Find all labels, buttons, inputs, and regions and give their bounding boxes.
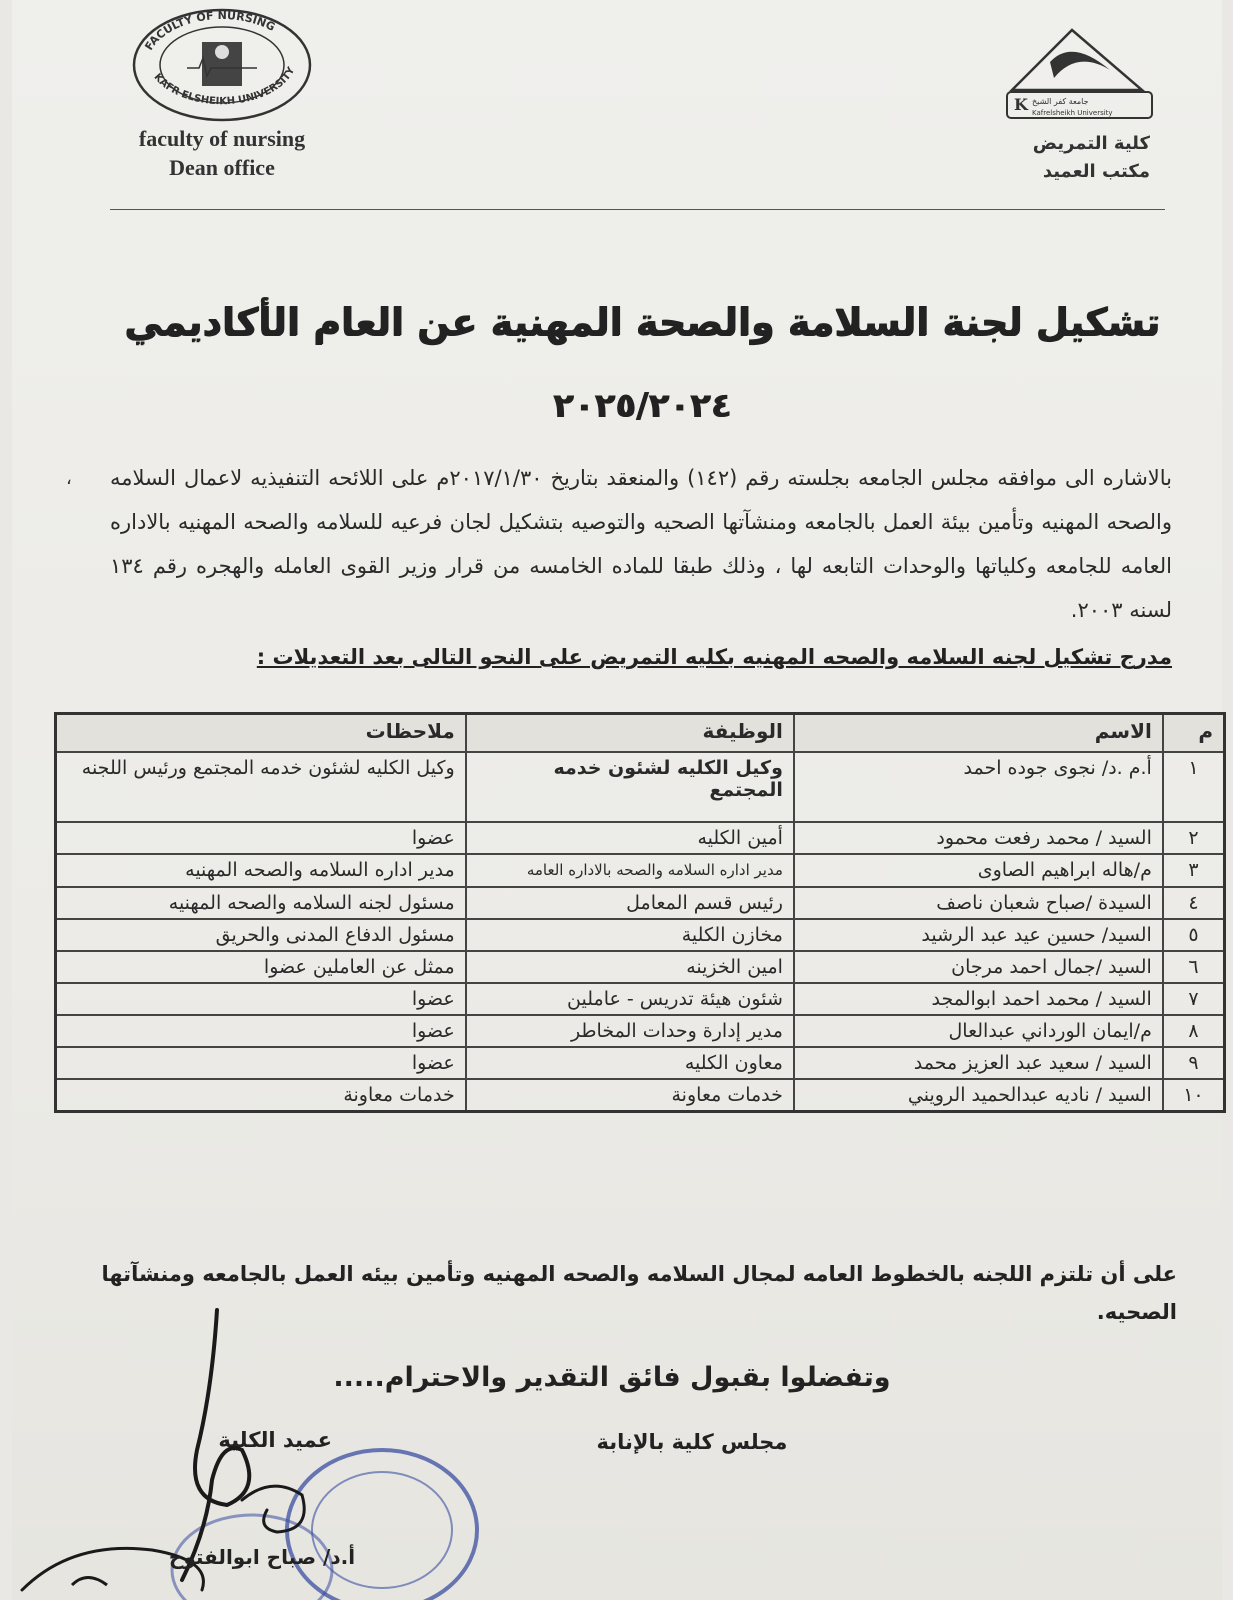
dean-office-en: Dean office (169, 155, 275, 180)
cell-num: ٢ (1163, 822, 1225, 854)
table-row (56, 1079, 1225, 1112)
cell-num: ٥ (1163, 919, 1225, 951)
cell-job: أمين الكليه (466, 822, 794, 854)
header-left (112, 6, 332, 182)
university-logo (992, 20, 1162, 130)
cell-name: السيد / محمد احمد ابوالمجد (794, 983, 1163, 1015)
intro-paragraph: بالاشاره الى موافقه مجلس الجامعه بجلسته رقم (١٤٢) والمنعقد بتاريخ ٢٠١٧/١/٣٠م على اللائحه التنفيذيه لاعمال السلامه والصحه المهنيه وتأمين بيئة العمل بالجامعه ومنشآتها الصحيه والتوصيه بتشكيل لجان فرعيه للسلامه والصحه المهنيه بالاداره العامه للجامعه وكلياتها والوحدات التابعه لها ، وذلك طبقا للماده الخامسه من قرار وزير القوى العامله والهجره رقم ١٣٤ لسنه ٢٠٠٣. (110, 466, 1173, 622)
svg-text:KAFR ELSHEIKH UNIVERSITY: KAFR ELSHEIKH UNIVERSITY (151, 65, 298, 108)
dean-name: أ.د/ صباح ابوالفتوح (168, 1545, 356, 1569)
cell-name: أ.م .د/ نجوى جوده احمد (794, 752, 1163, 822)
logo-arc-text: FACULTY OF NURSING (142, 8, 278, 53)
header-num: م (1163, 714, 1225, 753)
cell-num: ١ (1163, 752, 1225, 822)
cell-name: السيد / سعيد عبد العزيز محمد (794, 1047, 1163, 1079)
cell-notes: مسئول لجنه السلامه والصحه المهنيه (56, 887, 466, 919)
svg-text:Kafrelsheikh University: Kafrelsheikh University (1032, 109, 1113, 117)
cell-notes: وكيل الكليه لشئون خدمه المجتمع ورئيس اللجنه (56, 752, 466, 822)
table-row (56, 822, 1225, 854)
table-row (56, 919, 1225, 951)
academic-year: ٢٠٢٥/٢٠٢٤ (552, 386, 732, 426)
cell-job: شئون هيئة تدريس - عاملين (466, 983, 794, 1015)
cell-notes: عضوا (56, 822, 466, 854)
header-right (982, 20, 1162, 186)
dean-office-ar: مكتب العميد (1042, 161, 1150, 182)
cell-job: مدير اداره السلامه والصحه بالاداره العامه (466, 854, 794, 887)
committee-table (54, 712, 1226, 1113)
closing-paragraph: على أن تلتزم اللجنه بالخطوط العامه لمجال السلامه والصحه المهنيه وتأمين بيئه العمل بالجامعه ومنشآتها الصحيه. (101, 1262, 1177, 1324)
table-row (56, 983, 1225, 1015)
dean-title: عميد الكلية (218, 1428, 332, 1452)
cell-job: مدير إدارة وحدات المخاطر (466, 1015, 794, 1047)
table-row (56, 951, 1225, 983)
cell-job: مخازن الكلية (466, 919, 794, 951)
header-divider (110, 209, 1165, 210)
cell-notes: عضوا (56, 983, 466, 1015)
faculty-logo (127, 6, 317, 124)
table-header-row (56, 714, 1225, 753)
cell-num: ٩ (1163, 1047, 1225, 1079)
cell-job: امين الخزينه (466, 951, 794, 983)
table-row (56, 1047, 1225, 1079)
cell-notes: مدير اداره السلامه والصحه المهنيه (56, 854, 466, 887)
cell-num: ٧ (1163, 983, 1225, 1015)
regards-line: وتفضلوا بقبول فائق التقدير والاحترام..... (333, 1362, 891, 1393)
cell-notes: عضوا (56, 1047, 466, 1079)
cell-name: م/هاله ابراهيم الصاوى (794, 854, 1163, 887)
cell-num: ٤ (1163, 887, 1225, 919)
cell-num: ١٠ (1163, 1079, 1225, 1112)
cell-name: السيدة /صباح شعبان ناصف (794, 887, 1163, 919)
council-label: مجلس كلية بالإنابة (596, 1430, 788, 1454)
document-title: تشكيل لجنة السلامة والصحة المهنية عن العام الأكاديمي (123, 300, 1161, 344)
cell-num: ٣ (1163, 854, 1225, 887)
table-row (56, 854, 1225, 887)
table-row (56, 752, 1225, 822)
table-row (56, 1015, 1225, 1047)
faculty-name-en: faculty of nursing (138, 126, 306, 151)
svg-text:جامعة كفر الشيخ: جامعة كفر الشيخ (1032, 97, 1089, 106)
cell-name: م/ايمان الورداني عبدالعال (794, 1015, 1163, 1047)
cell-notes: خدمات معاونة (56, 1079, 466, 1112)
margin-mark: ، (66, 468, 72, 489)
cell-num: ٦ (1163, 951, 1225, 983)
header-notes: ملاحظات (56, 714, 466, 753)
svg-text:K: K (1014, 95, 1028, 114)
cell-job: معاون الكليه (466, 1047, 794, 1079)
faculty-name-ar: كلية التمريض (1032, 133, 1150, 154)
cell-job: خدمات معاونة (466, 1079, 794, 1112)
cell-name: السيد/ حسين عيد عبد الرشيد (794, 919, 1163, 951)
cell-name: السيد / ناديه عبدالحميد الرويني (794, 1079, 1163, 1112)
cell-name: السيد / محمد رفعت محمود (794, 822, 1163, 854)
cell-job: وكيل الكليه لشئون خدمه المجتمع (466, 752, 794, 822)
cell-notes: عضوا (56, 1015, 466, 1047)
header-name: الاسم (794, 714, 1163, 753)
document-page (12, 0, 1222, 1600)
cell-job: رئيس قسم المعامل (466, 887, 794, 919)
cell-num: ٨ (1163, 1015, 1225, 1047)
table-heading: مدرج تشكيل لجنه السلامه والصحه المهنيه بكليه التمريض على النحو التالى بعد التعديلات : (256, 645, 1172, 669)
cell-notes: ممثل عن العاملين عضوا (56, 951, 466, 983)
cell-name: السيد /جمال احمد مرجان (794, 951, 1163, 983)
table-row (56, 887, 1225, 919)
cell-notes: مسئول الدفاع المدنى والحريق (56, 919, 466, 951)
header-job: الوظيفة (466, 714, 794, 753)
